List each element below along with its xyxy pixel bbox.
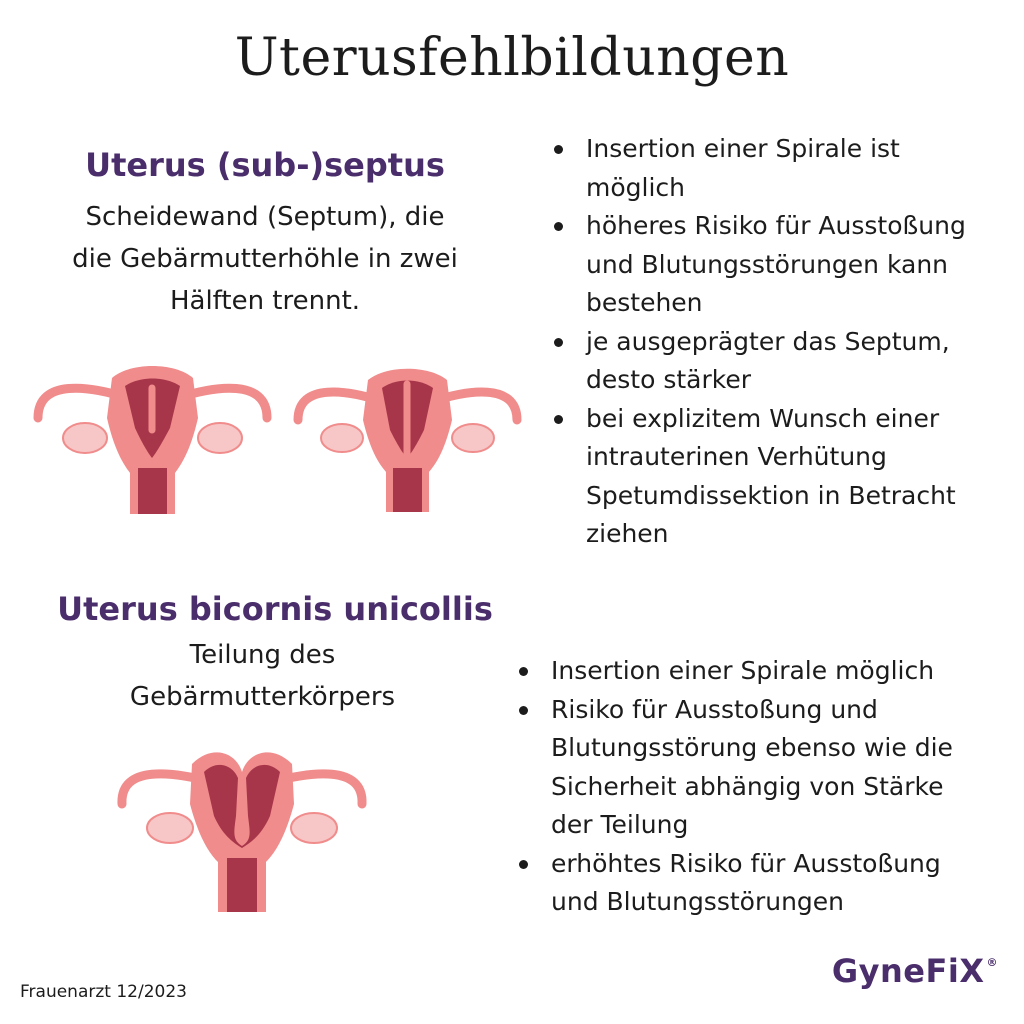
list-item	[513, 845, 1003, 922]
bullet-line: Insertion einer Spirale ist	[586, 134, 900, 163]
description-line: Scheidewand (Septum), die	[85, 202, 445, 232]
section-heading-bicornis: Uterus bicornis unicollis	[57, 590, 493, 628]
logo-text: GyneFiX	[831, 952, 985, 990]
description-line: Hälften trennt.	[169, 286, 361, 316]
bullet-list-septus	[548, 130, 1008, 554]
bullet-line: der Teilung	[551, 810, 689, 839]
bullet-line: erhöhtes Risiko für Ausstoßung	[551, 848, 941, 878]
bullet-line: und Blutungsstörungen	[551, 887, 845, 916]
uterus-bicornis-illustration	[112, 742, 372, 912]
registered-mark: ®	[986, 956, 998, 969]
bullet-line: Insertion einer Spirale möglich	[551, 656, 935, 685]
bullet-line: bestehen	[586, 288, 703, 317]
bullet-line: je ausgeprägter das Septum,	[586, 326, 950, 356]
bullet-line: und Blutungsstörungen kann	[586, 249, 949, 279]
list-item	[548, 207, 1008, 323]
bullet-line: Blutungsstörung ebenso wie die	[551, 733, 953, 762]
uterus-subseptus-illustration	[30, 358, 275, 514]
description-septus	[20, 196, 510, 322]
bullet-line: möglich	[586, 172, 685, 202]
list-item	[513, 691, 1003, 845]
bullet-line: bei explizitem Wunsch einer	[586, 403, 940, 433]
uterus-septus-illustration	[290, 362, 525, 512]
source-citation: Frauenarzt 12/2023	[20, 982, 187, 1002]
bullet-line: Spetumdissektion in Betracht	[586, 480, 956, 510]
description-line: Teilung des	[189, 640, 336, 670]
description-line: die Gebärmutterhöhle in zwei	[72, 244, 458, 274]
list-item	[548, 323, 1008, 400]
description-bicornis	[40, 634, 485, 718]
gynefix-logo	[832, 952, 998, 990]
description-line: Gebärmutterkörpers	[129, 682, 396, 712]
bullet-line: desto stärker	[586, 365, 751, 394]
bullet-line: Sicherheit abhängig von Stärke	[551, 771, 944, 801]
page-title: Uterusfehlbildungen	[234, 28, 790, 88]
bullet-line: Risiko für Ausstoßung und	[551, 694, 878, 724]
bullet-line: ziehen	[586, 519, 669, 548]
bullet-list-bicornis	[513, 652, 1003, 922]
section-heading-septus: Uterus (sub-)septus	[85, 146, 445, 184]
list-item	[548, 130, 1008, 207]
list-item	[548, 400, 1008, 554]
list-item	[513, 652, 1003, 691]
bullet-line: intrauterinen Verhütung	[586, 442, 887, 471]
bullet-line: höheres Risiko für Ausstoßung	[586, 211, 966, 240]
